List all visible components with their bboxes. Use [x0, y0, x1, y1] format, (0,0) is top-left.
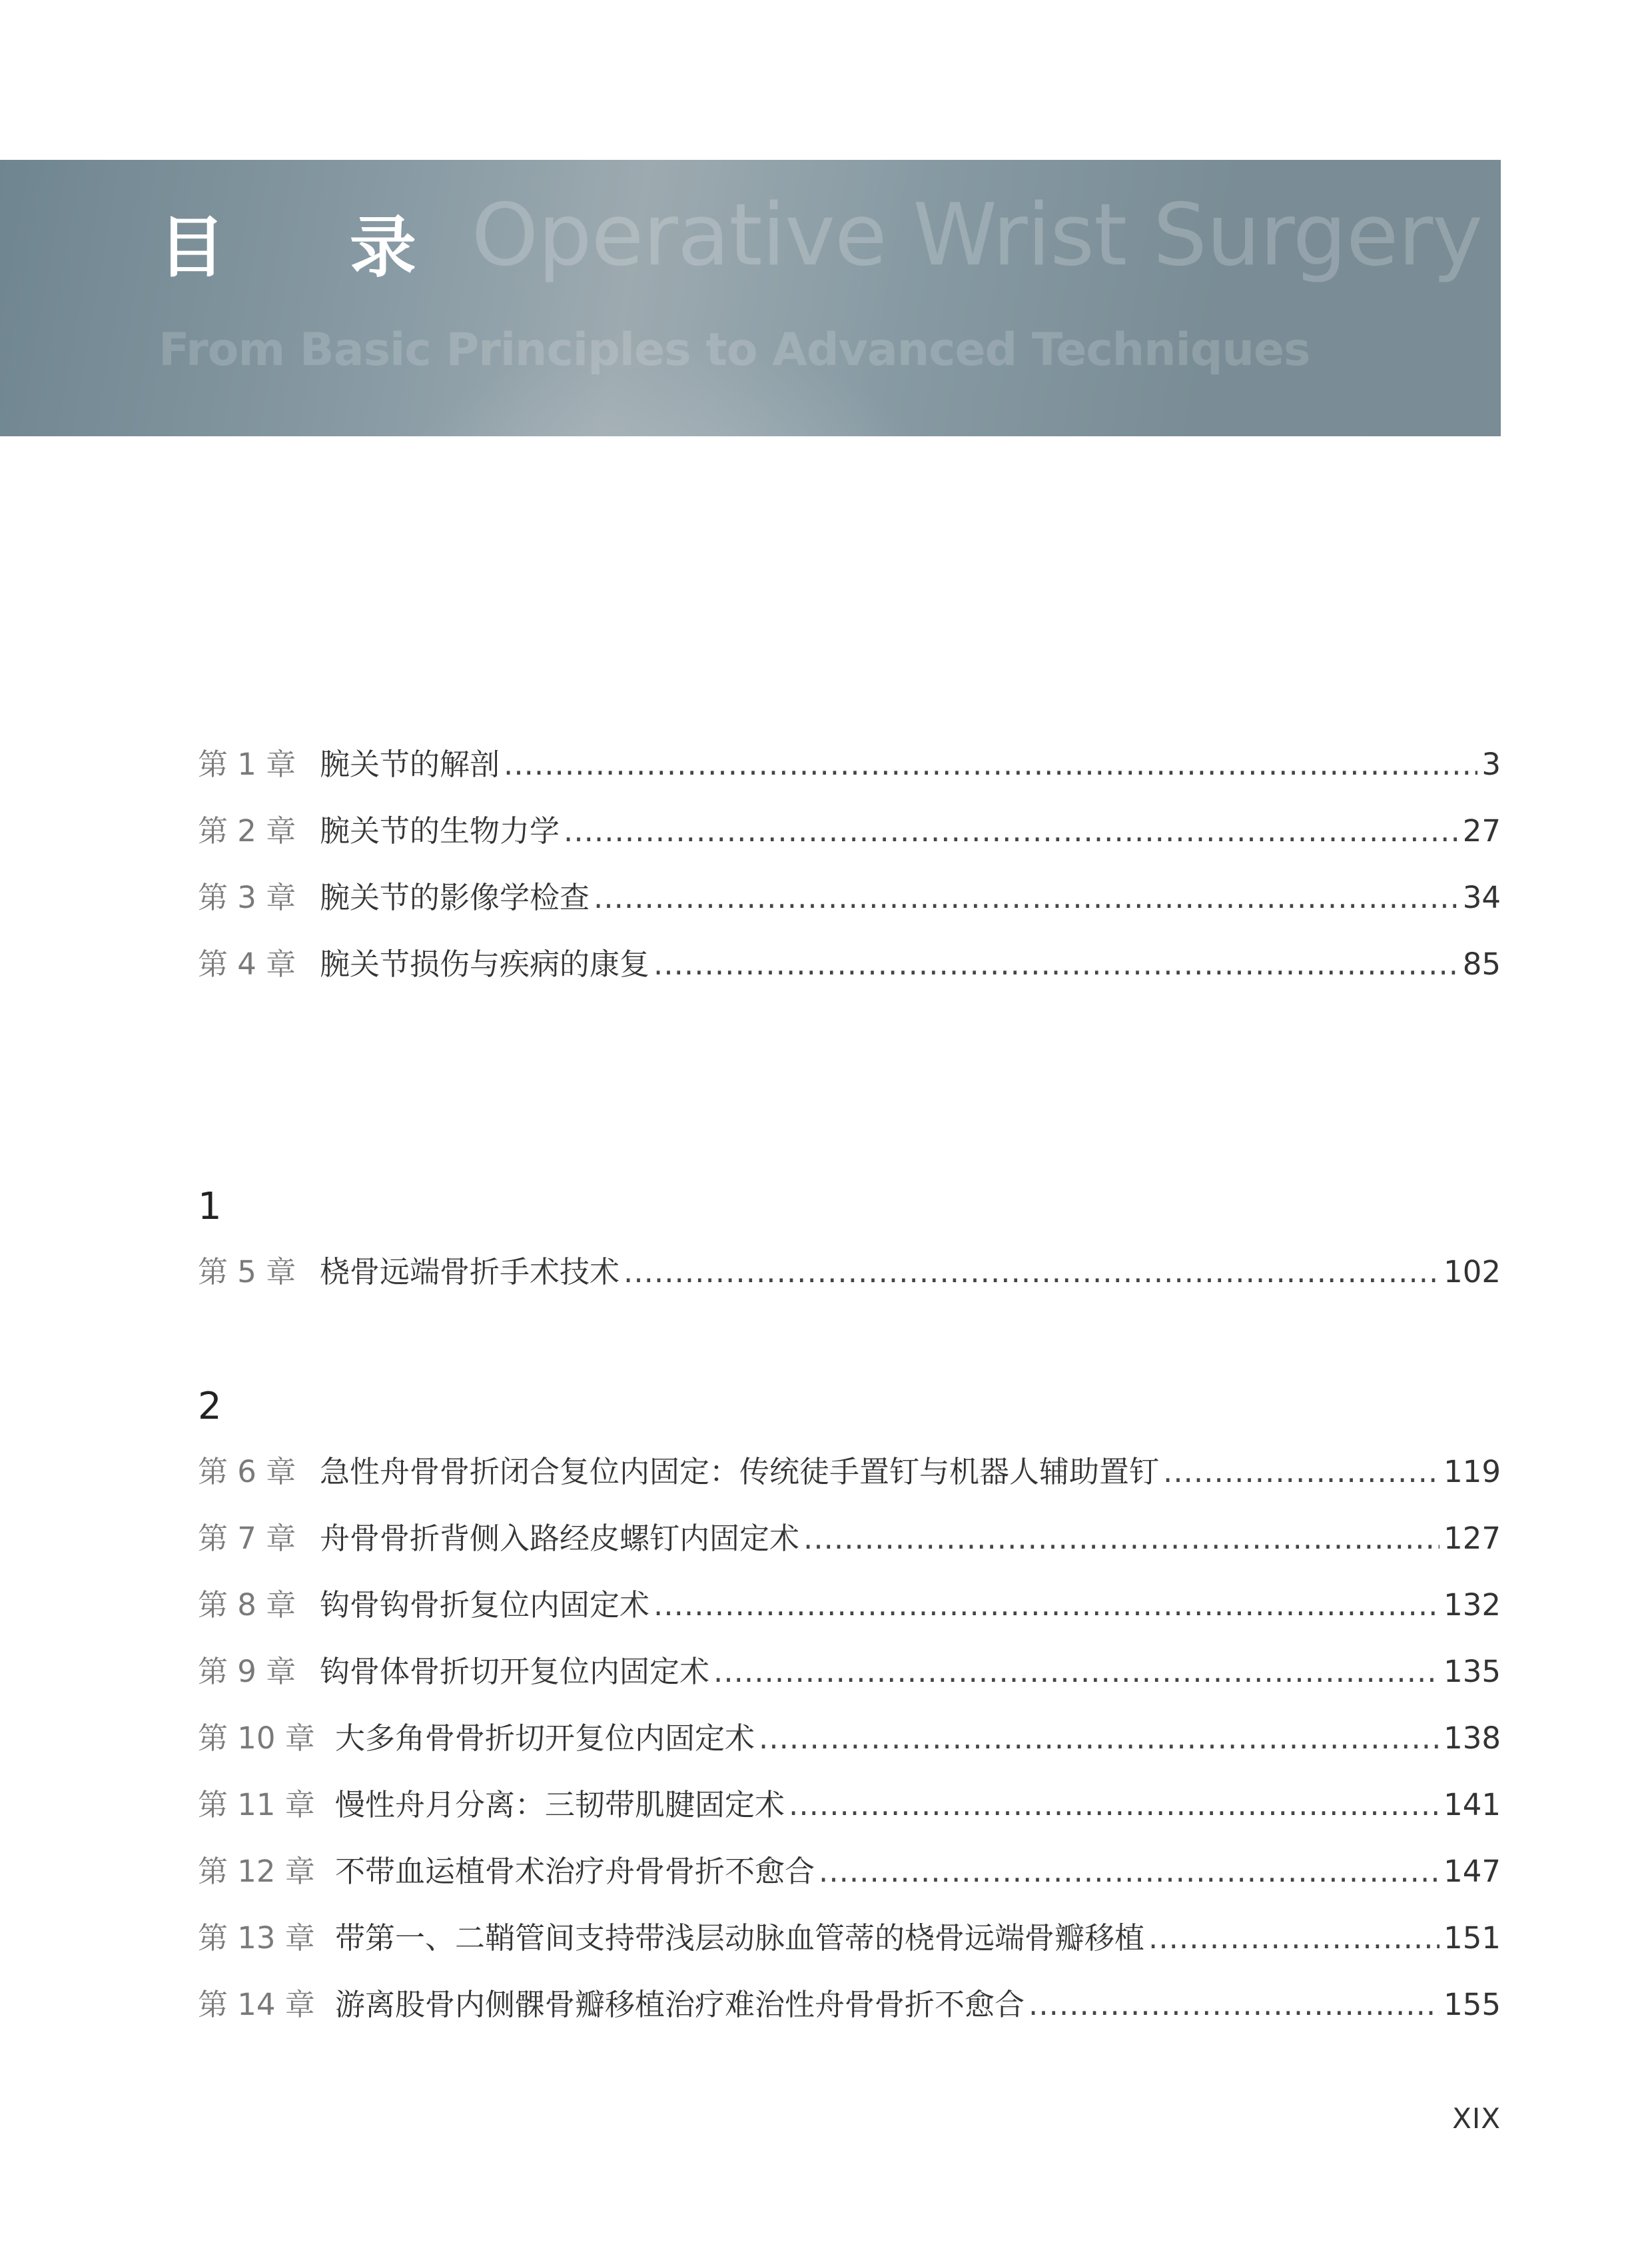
- header-banner: [0, 160, 1501, 436]
- chapter-title: 腕关节损伤与疾病的康复: [320, 946, 650, 982]
- banner-english-subtitle: From Basic Principles to Advanced Techniques: [159, 324, 1310, 376]
- toc-entry[interactable]: [198, 1505, 1501, 1572]
- toc-entry[interactable]: [198, 1239, 1501, 1306]
- toc-entry[interactable]: [198, 1439, 1501, 1505]
- page-number: 85: [1462, 946, 1501, 982]
- part-label: 2: [198, 1385, 222, 1428]
- toc-part1-section: [198, 1239, 1501, 1306]
- page-folio: XIX: [1452, 2102, 1501, 2135]
- page-number: 141: [1444, 1787, 1501, 1822]
- chapter-title: 舟骨骨折背侧入路经皮螺钉内固定术: [320, 1521, 800, 1556]
- chapter-number: 第 7 章: [198, 1521, 296, 1556]
- dot-leader: [623, 1239, 1440, 1306]
- chapter-number: 第 6 章: [198, 1454, 296, 1489]
- page-number: 34: [1462, 880, 1501, 915]
- page-number: 132: [1444, 1587, 1501, 1623]
- chapter-title: 腕关节的影像学检查: [320, 880, 590, 915]
- dot-leader: [1029, 1972, 1440, 2038]
- chapter-title: 慢性舟月分离：三韧带肌腱固定术: [335, 1787, 785, 1822]
- chapter-number: 第 3 章: [198, 880, 296, 915]
- chapter-number: 第 10 章: [198, 1720, 315, 1756]
- dot-leader: [594, 865, 1459, 931]
- page-number: 127: [1444, 1521, 1501, 1556]
- page-number: 155: [1444, 1987, 1501, 2022]
- dot-leader: [653, 1572, 1440, 1639]
- page-number: 119: [1444, 1454, 1501, 1489]
- chapter-title: 不带血运植骨术治疗舟骨骨折不愈合: [335, 1854, 815, 1889]
- toc-entry[interactable]: [198, 865, 1501, 931]
- chapter-number: 第 11 章: [198, 1787, 315, 1822]
- dot-leader: [1148, 1905, 1440, 1972]
- chapter-title: 钩骨钩骨折复位内固定术: [320, 1587, 650, 1623]
- chapter-title: 腕关节的生物力学: [320, 813, 560, 849]
- page-number: 102: [1444, 1254, 1501, 1290]
- chapter-number: 第 1 章: [198, 747, 296, 782]
- dot-leader: [759, 1705, 1440, 1772]
- chapter-number: 第 13 章: [198, 1920, 315, 1956]
- page-number: 138: [1444, 1720, 1501, 1756]
- toc-entry[interactable]: [198, 1972, 1501, 2038]
- page-number: 135: [1444, 1654, 1501, 1689]
- toc-entry[interactable]: [198, 731, 1501, 798]
- chapter-number: 第 4 章: [198, 946, 296, 982]
- chapter-number: 第 2 章: [198, 813, 296, 849]
- dot-leader: [819, 1838, 1440, 1905]
- part-label: 1: [198, 1185, 222, 1228]
- dot-leader: [504, 731, 1477, 798]
- chapter-title: 急性舟骨骨折闭合复位内固定：传统徒手置钉与机器人辅助置钉: [320, 1454, 1160, 1489]
- chapter-title: 游离股骨内侧髁骨瓣移植治疗难治性舟骨骨折不愈合: [335, 1987, 1025, 2022]
- chapter-title: 带第一、二鞘管间支持带浅层动脉血管蒂的桡骨远端骨瓣移植: [335, 1920, 1145, 1956]
- dot-leader: [653, 931, 1459, 998]
- dot-leader: [803, 1505, 1440, 1572]
- page-title: 目 录: [159, 208, 467, 286]
- toc-entry[interactable]: [198, 1838, 1501, 1905]
- chapter-title: 桡骨远端骨折手术技术: [320, 1254, 620, 1290]
- toc-entry[interactable]: [198, 1905, 1501, 1972]
- dot-leader: [713, 1639, 1440, 1705]
- banner-english-title: Operative Wrist Surgery: [471, 186, 1482, 285]
- chapter-number: 第 9 章: [198, 1654, 296, 1689]
- toc-entry[interactable]: [198, 1572, 1501, 1639]
- toc-entry[interactable]: [198, 798, 1501, 865]
- toc-entry[interactable]: [198, 1639, 1501, 1705]
- page-number: 3: [1481, 747, 1501, 782]
- chapter-number: 第 12 章: [198, 1854, 315, 1889]
- chapter-number: 第 14 章: [198, 1987, 315, 2022]
- chapter-title: 大多角骨骨折切开复位内固定术: [335, 1720, 755, 1756]
- toc-part2-section: [198, 1439, 1501, 2038]
- chapter-title: 腕关节的解剖: [320, 747, 500, 782]
- chapter-number: 第 5 章: [198, 1254, 296, 1290]
- page-number: 27: [1462, 813, 1501, 849]
- chapter-number: 第 8 章: [198, 1587, 296, 1623]
- toc-entry[interactable]: [198, 1705, 1501, 1772]
- dot-leader: [564, 798, 1459, 865]
- toc-entry[interactable]: [198, 1772, 1501, 1838]
- toc-entry[interactable]: [198, 931, 1501, 998]
- chapter-title: 钩骨体骨折切开复位内固定术: [320, 1654, 710, 1689]
- dot-leader: [789, 1772, 1440, 1838]
- page-number: 151: [1444, 1920, 1501, 1956]
- dot-leader: [1163, 1439, 1440, 1505]
- page-number: 147: [1444, 1854, 1501, 1889]
- toc-intro-section: [198, 731, 1501, 998]
